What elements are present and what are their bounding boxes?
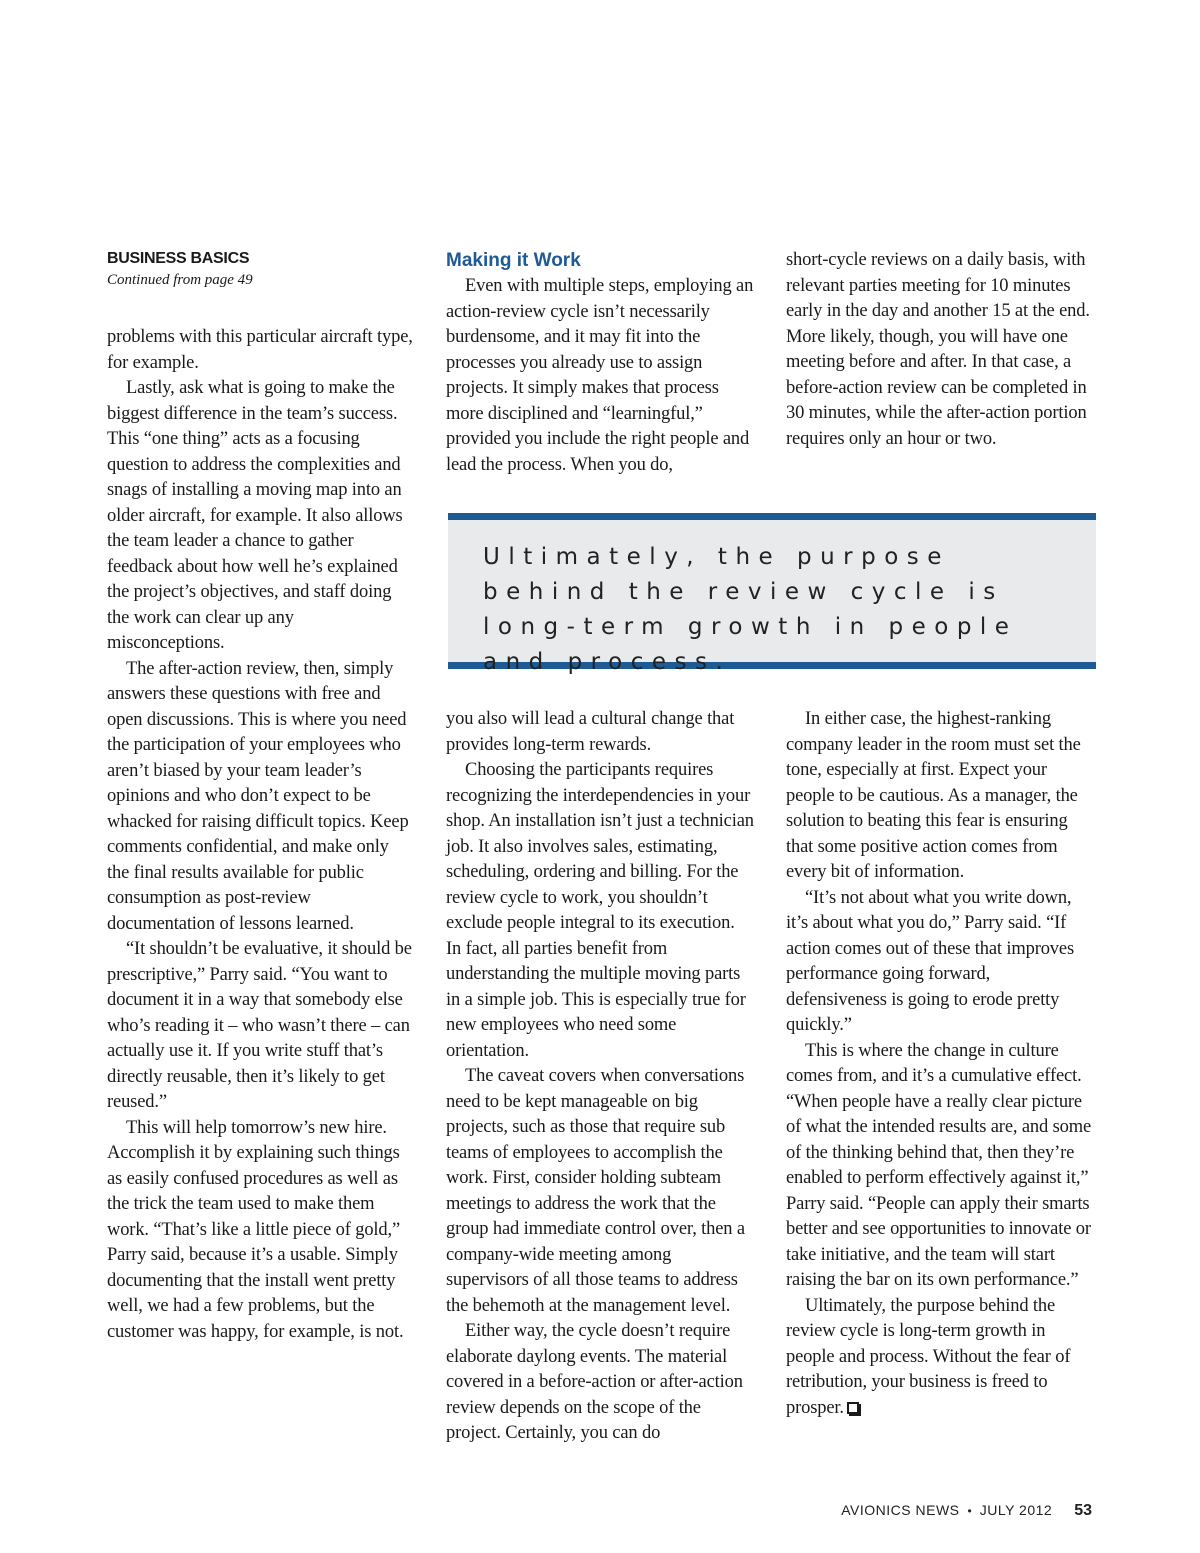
article-column-3-top	[786, 248, 1093, 452]
article-column-1	[107, 325, 413, 1345]
paragraph: In either case, the highest-ranking company leader in the room must set the tone, especially at first. Expect your people to be cautious. As a manager, the solution to beating this fear is ensuring that some positive action comes from every bit of information.	[786, 709, 1081, 882]
paragraph: Even with multiple steps, employing an action-review cycle isn’t necessarily burdensome, and it may fit into the processes you already use to assign projects. It simply makes that process more disciplined and “learningful,” provided you include the right people and lead the process. When you do,	[446, 276, 754, 475]
paragraph: problems with this particular aircraft type, for example.	[107, 327, 413, 373]
paragraph: “It’s not about what you write down, it’s about what you do,” Parry said. “If action comes out of these that improves performance going forward, defensiveness is going to erode pretty quickly.”	[786, 887, 1075, 1035]
paragraph: you also will lead a cultural change that provides long-term rewards.	[446, 709, 735, 755]
paragraph: This will help tomorrow’s new hire. Accomplish it by explaining such things as easily confused procedures as well as the trick the team used to make them work. “That’s like a little piece of gold,” Parry said, because it’s a usable. Simply documenting that the install went pretty well, we had a few problems, but the customer was happy, for example, is not.	[107, 1117, 404, 1342]
end-of-article-icon	[847, 1402, 859, 1414]
article-column-2-bottom	[446, 707, 754, 1447]
section-label: BUSINESS BASICS	[107, 250, 250, 267]
page-number: 53	[1074, 1502, 1092, 1519]
paragraph: Choosing the participants requires recognizing the interdependencies in your shop. An installation isn’t just a technician job. It also involves sales, estimating, scheduling, ordering and billing. For the review cycle to work, you shouldn’t exclude people integral to its execution. In fact, all parties benefit from understanding the multiple moving parts in a simple job. This is especially true for new employees who need some orientation.	[446, 760, 754, 1061]
issue-date: JULY 2012	[979, 1502, 1053, 1518]
article-column-3-bottom	[786, 707, 1093, 1421]
pull-quote-text: Ultimately, the purpose behind the review cycle is long-term growth in people and process.	[483, 544, 1018, 675]
subhead: Making it Work	[446, 250, 581, 271]
paragraph	[786, 1294, 1093, 1422]
paragraph: “It shouldn’t be evaluative, it should be prescriptive,” Parry said. “You want to document it in a way that somebody else who’s reading it – who wasn’t there – can actually use it. If you write stuff that’s directly reusable, then it’s likely to get reused.”	[107, 939, 412, 1112]
magazine-name: AVIONICS NEWS	[841, 1502, 960, 1518]
bullet-separator-icon: •	[967, 1504, 972, 1518]
paragraph: Lastly, ask what is going to make the biggest difference in the team’s success. This “one thing” acts as a focusing question to address the complexities and snags of installing a moving map into an older aircraft, for example. It also allows the team leader a chance to gather feedback about how well he’s explained the project’s objectives, and staff doing the work can clear up any misconceptions.	[107, 378, 403, 653]
paragraph: This is where the change in culture comes from, and it’s a cumulative effect. “When people have a really clear picture of what the intended results are, and some of the thinking behind that, then they’re enabled to perform effectively against it,” Parry said. “People can apply their smarts better and see opportunities to innovate or take initiative, and the team will start raising the bar on its own performance.”	[786, 1040, 1092, 1290]
paragraph: Either way, the cycle doesn’t require elaborate daylong events. The material covered in a before-action or after-action review depends on the scope of the project. Certainly, you can do	[446, 1321, 743, 1443]
paragraph: short-cycle reviews on a daily basis, with relevant parties meeting for 10 minutes early in the day and another 15 at the end. More likely, though, you will have one meeting before and after. In that case, a before-action review can be completed in 30 minutes, while the after-action portion requires only an hour or two.	[786, 250, 1090, 449]
final-paragraph-text: Ultimately, the purpose behind the review cycle is long-term growth in people and process. Without the fear of retribution, your business is freed to prosper.	[786, 1295, 1071, 1418]
continued-note: Continued from page 49	[107, 272, 253, 288]
article-column-2-top	[446, 274, 754, 478]
pull-quote-box	[448, 513, 1096, 675]
page-footer	[841, 1502, 1092, 1520]
paragraph: The caveat covers when conversations need to be kept manageable on big projects, such as those that require sub teams of employees to accomplish the work. First, consider holding subteam meetings to address the work that the group had immediate control over, then a company-wide meeting among supervisors of all those teams to address the behemoth at the management level.	[446, 1066, 745, 1316]
paragraph: The after-action review, then, simply answers these questions with free and open discussions. This is where you need the participation of your employees who aren’t biased by your team leader’s opinions and who don’t expect to be whacked for raising difficult topics. Keep comments confidential, and make only the final results available for public consumption as post-review documentation of lessons learned.	[107, 658, 409, 934]
